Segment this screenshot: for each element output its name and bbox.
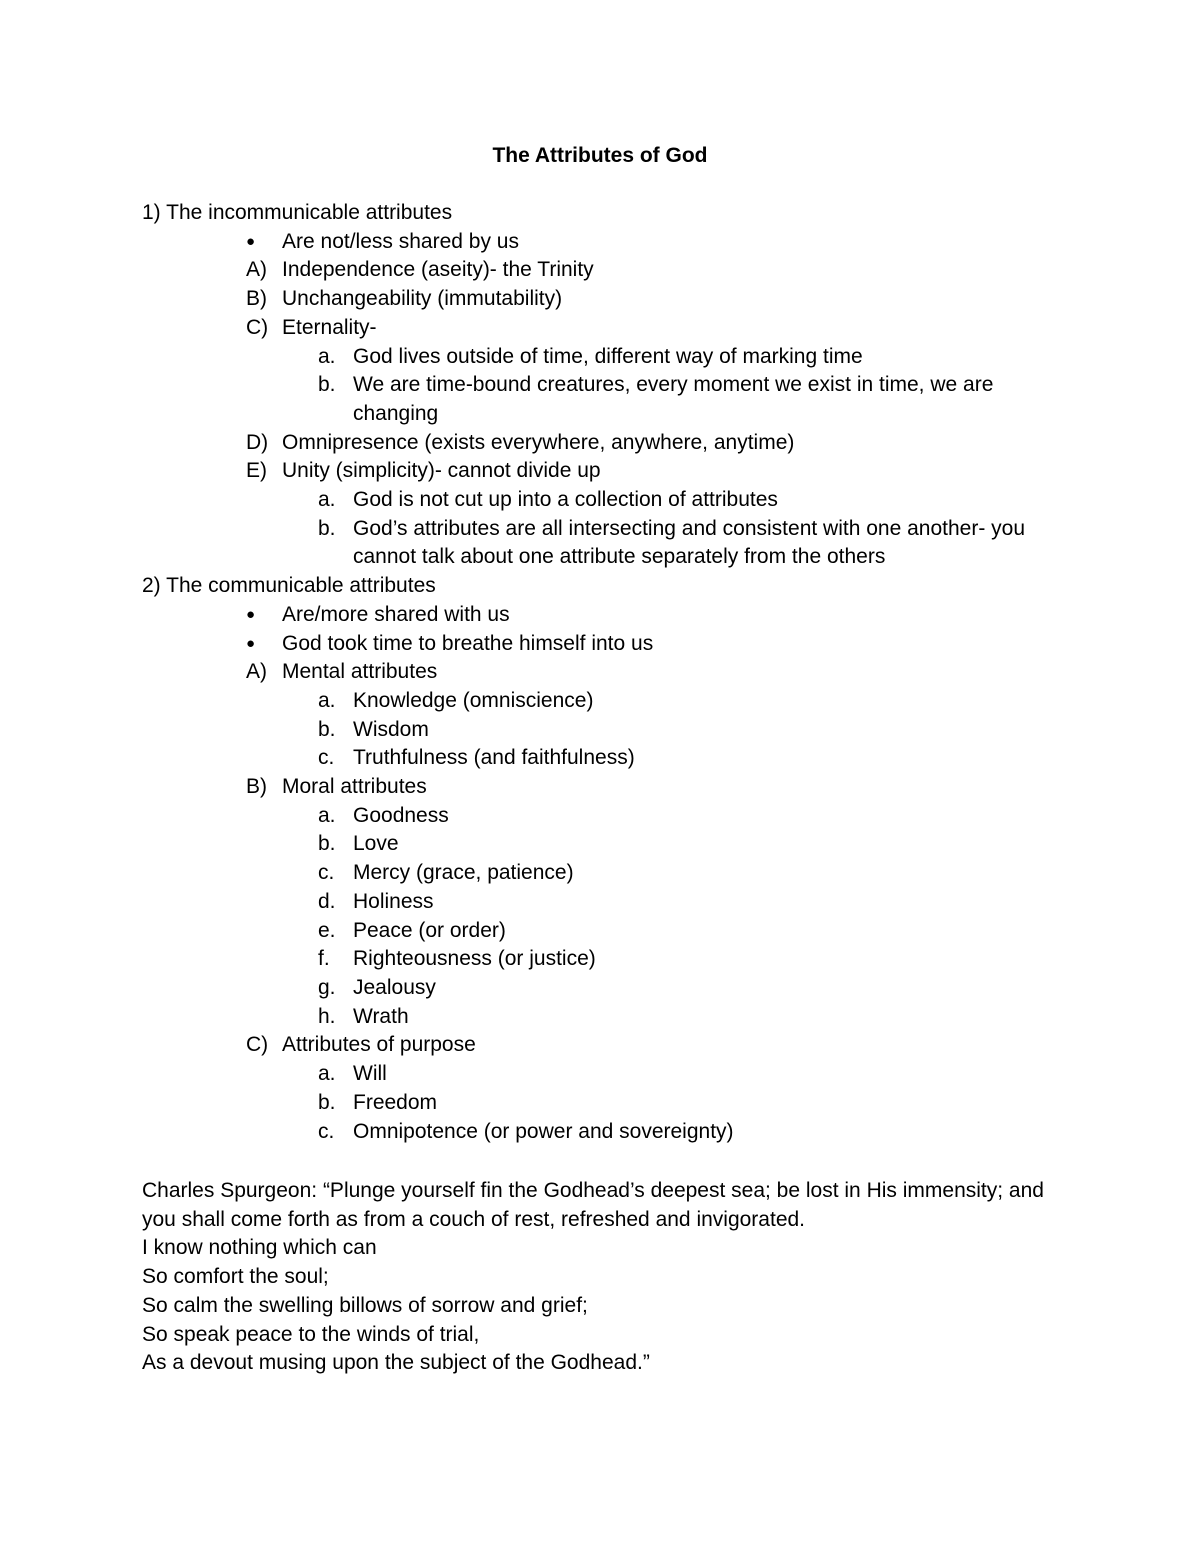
subitem-marker: a. [318, 1062, 336, 1086]
quote-line: So calm the swelling billows of sorrow and grief; [142, 1293, 588, 1317]
outline-subitem [142, 945, 1082, 974]
quote-line: I know nothing which can [142, 1236, 377, 1260]
item-marker: B) [246, 775, 267, 799]
outline-item [142, 429, 1082, 458]
outline-subitem [142, 515, 1082, 544]
subitem-marker: e. [318, 918, 336, 942]
outline-item [142, 1031, 1082, 1060]
item-marker: B) [246, 287, 267, 311]
outline-subitem [142, 1060, 1082, 1089]
outline-subitem-text: Love [353, 832, 399, 856]
outline-subitem-text: Wisdom [353, 717, 429, 741]
section-heading [142, 199, 1082, 228]
outline-subitem-text: Peace (or order) [353, 918, 506, 942]
section-heading-text: 1) The incommunicable attributes [142, 201, 453, 224]
outline-item-text: Attributes of purpose [282, 1033, 476, 1057]
item-marker: D) [246, 430, 269, 454]
outline-item [142, 256, 1082, 285]
bullet-item [142, 228, 1082, 257]
subitem-marker: a. [318, 688, 336, 712]
outline-subitem [142, 687, 1082, 716]
subitem-marker: b. [318, 516, 336, 540]
outline-subitem [142, 716, 1082, 745]
subitem-marker: f. [318, 947, 330, 971]
outline-subitem-text: Omnipotence (or power and sovereignty) [353, 1119, 734, 1143]
outline-item [142, 285, 1082, 314]
outline-item-text: Moral attributes [282, 775, 427, 799]
outline-subitem [142, 917, 1082, 946]
bullet-item-text: Are not/less shared by us [282, 229, 519, 253]
spurgeon-quote [142, 1177, 1102, 1378]
outline-subitem-text: Mercy (grace, patience) [353, 861, 574, 885]
outline-subitem-text: God’s attributes are all intersecting and consistent with one another- you [353, 516, 1025, 540]
outline-subitem [142, 859, 1082, 888]
subitem-marker: b. [318, 1090, 336, 1114]
item-marker: E) [246, 459, 267, 483]
outline-subitem [142, 486, 1082, 515]
outline-subitem-text: Knowledge (omniscience) [353, 688, 594, 712]
outline-subitem-continuation [142, 543, 1082, 572]
outline-item-text: Independence (aseity)- the Trinity [282, 258, 594, 282]
quote-line: As a devout musing upon the subject of the Godhead.” [142, 1351, 650, 1375]
outline-subitem-text: God is not cut up into a collection of attributes [353, 488, 778, 512]
outline-item [142, 773, 1082, 802]
subitem-marker: a. [318, 344, 336, 368]
outline-subitem-text: God lives outside of time, different way of marking time [353, 344, 863, 368]
item-marker: C) [246, 1033, 269, 1057]
quote-line: you shall come forth as from a couch of rest, refreshed and invigorated. [142, 1207, 806, 1231]
subitem-marker: d. [318, 889, 336, 913]
outline-subitem [142, 343, 1082, 372]
bullet-marker: ● [246, 605, 256, 623]
outline-item-text: Eternality- [282, 315, 377, 339]
outline-subitem [142, 371, 1082, 400]
subitem-marker: h. [318, 1004, 336, 1028]
bullet-item [142, 630, 1082, 659]
quote-line: Charles Spurgeon: “Plunge yourself fin the Godhead’s deepest sea; be lost in His immensity; and [142, 1179, 1044, 1202]
document-title: The Attributes of God [492, 144, 708, 167]
outline-subitem-continuation-text: changing [353, 401, 439, 425]
subitem-marker: g. [318, 975, 336, 999]
bullet-item-text: God took time to breathe himself into us [282, 631, 654, 655]
subitem-marker: c. [318, 746, 335, 770]
outline-subitem [142, 802, 1082, 831]
quote-line: So speak peace to the winds of trial, [142, 1322, 480, 1346]
bullet-marker: ● [246, 232, 256, 250]
outline-subitem-continuation-text: cannot talk about one attribute separately from the others [353, 545, 886, 569]
outline-item-text: Mental attributes [282, 660, 438, 684]
outline-item-text: Unity (simplicity)- cannot divide up [282, 459, 601, 483]
outline-subitem [142, 974, 1082, 1003]
outline-subitem-text: Wrath [353, 1004, 409, 1028]
section-heading [142, 572, 1082, 601]
subitem-marker: b. [318, 832, 336, 856]
bullet-item-text: Are/more shared with us [282, 602, 510, 626]
subitem-marker: a. [318, 488, 336, 512]
bullet-item [142, 601, 1082, 630]
outline-subitem-text: Holiness [353, 889, 434, 913]
outline-subitem [142, 1089, 1082, 1118]
item-marker: C) [246, 315, 269, 339]
outline-subitem-text: Goodness [353, 803, 449, 827]
outline-subitem [142, 1003, 1082, 1032]
outline-subitem-text: Freedom [353, 1090, 438, 1114]
outline-item [142, 457, 1082, 486]
outline-subitem-text: Righteousness (or justice) [353, 947, 596, 971]
outline-item-text: Omnipresence (exists everywhere, anywhere, anytime) [282, 430, 795, 454]
subitem-marker: b. [318, 373, 336, 397]
outline-subitem-text: Truthfulness (and faithfulness) [353, 746, 635, 770]
outline-subitem [142, 888, 1082, 917]
bullet-marker: ● [246, 634, 256, 652]
outline-subitem-text: We are time-bound creatures, every moment we exist in time, we are [353, 373, 994, 397]
outline-subitem-continuation [142, 400, 1082, 429]
subitem-marker: c. [318, 861, 335, 885]
quote-line: So comfort the soul; [142, 1265, 329, 1289]
section-heading-text: 2) The communicable attributes [142, 574, 436, 598]
outline-subitem-text: Jealousy [353, 975, 436, 999]
subitem-marker: b. [318, 717, 336, 741]
outline-item-text: Unchangeability (immutability) [282, 287, 563, 311]
item-marker: A) [246, 660, 267, 684]
attributes-outline [142, 199, 1082, 1146]
outline-subitem [142, 830, 1082, 859]
outline-item [142, 658, 1082, 687]
outline-subitem-text: Will [353, 1062, 387, 1086]
subitem-marker: a. [318, 803, 336, 827]
subitem-marker: c. [318, 1119, 335, 1143]
outline-subitem [142, 1118, 1082, 1147]
outline-item [142, 314, 1082, 343]
item-marker: A) [246, 258, 267, 282]
outline-subitem [142, 744, 1082, 773]
